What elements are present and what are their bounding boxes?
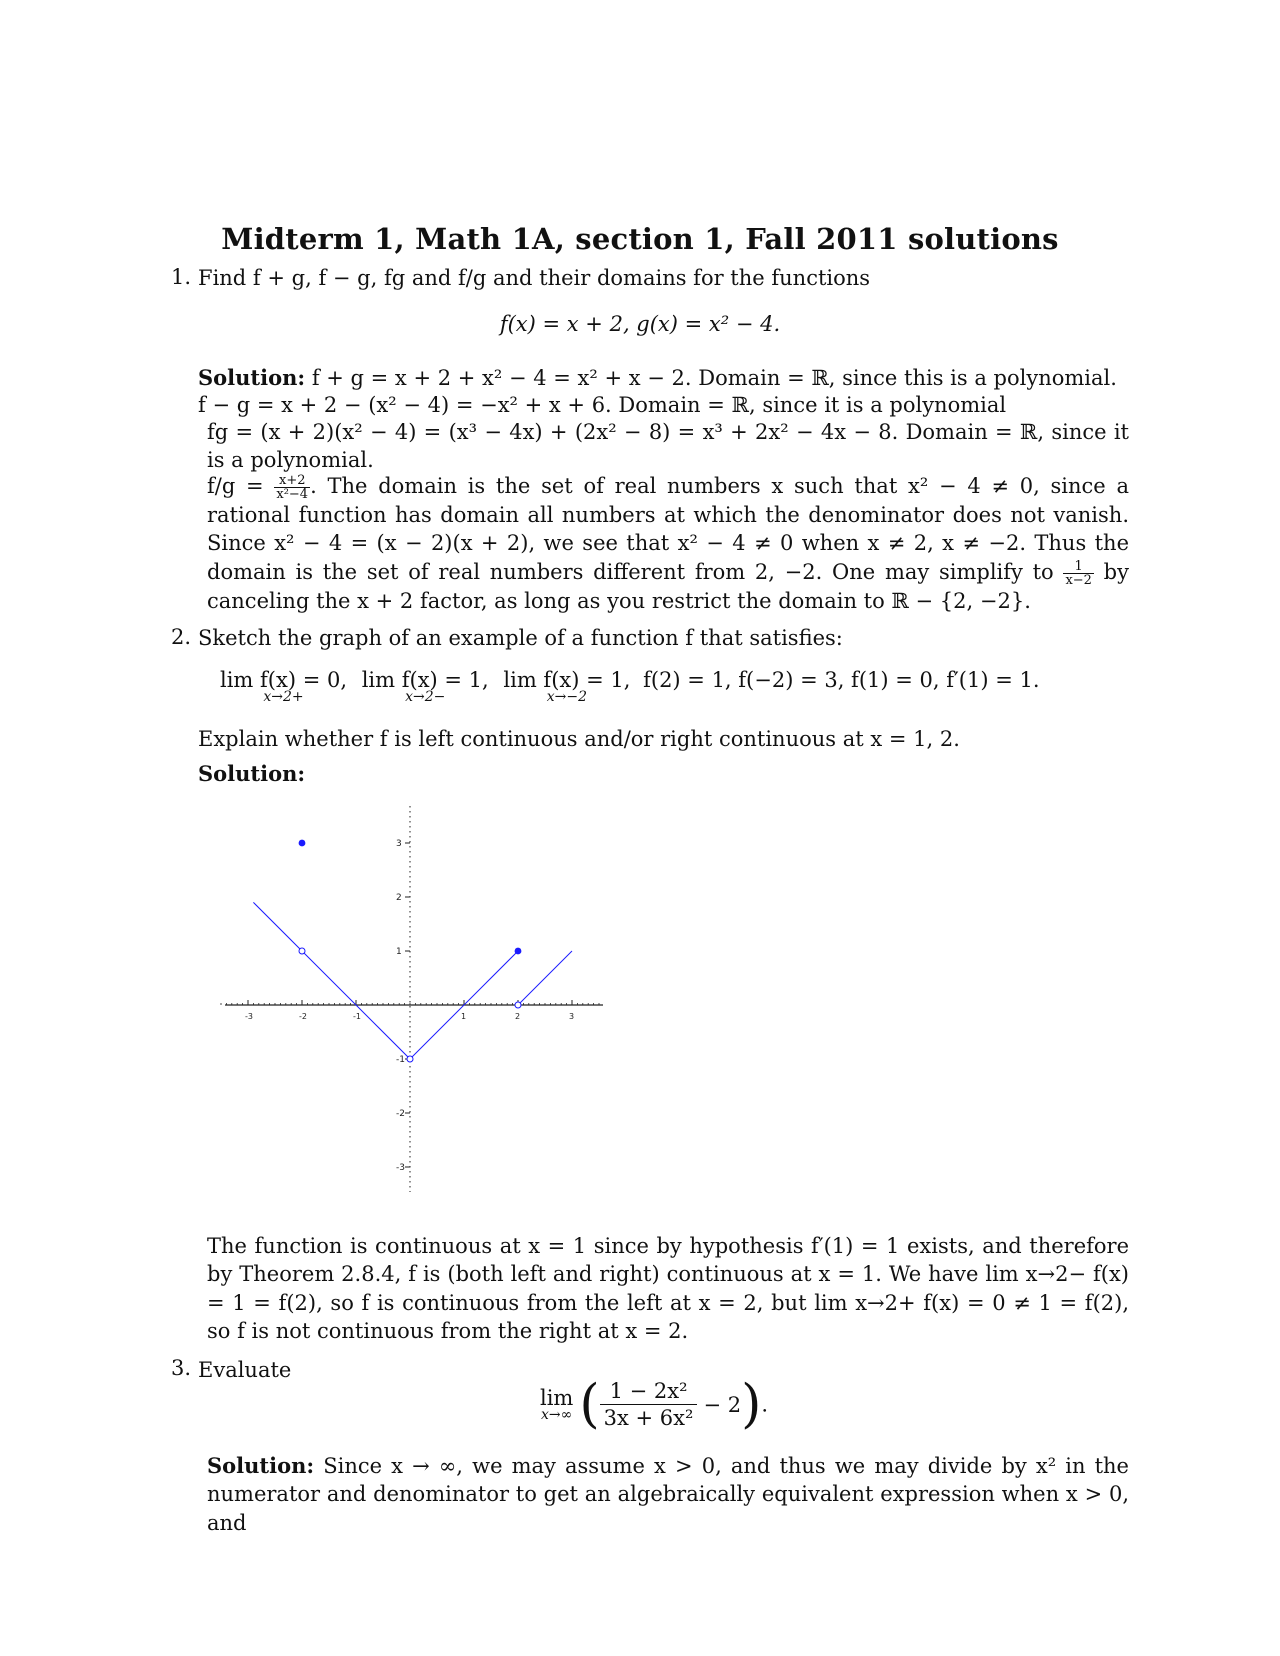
problem-3-number: 3. bbox=[171, 1356, 192, 1380]
x-tick-label: 1 bbox=[461, 1012, 467, 1021]
p3-period: . bbox=[761, 1392, 769, 1417]
problem-1-prompt: Find f + g, f − g, fg and f/g and their domains for the functions bbox=[198, 266, 871, 290]
p3-minus-two: − 2 bbox=[703, 1392, 742, 1417]
graph-layer bbox=[221, 806, 603, 1192]
p3-left-paren: ( bbox=[579, 1374, 600, 1435]
p3-lim-sub: x→∞ bbox=[541, 1406, 573, 1423]
p1-quotient-text1: . The domain is the set of real numbers x such that x² − 4 ≠ 0, since a rational function has domain all numbers at which the denominator does not vanish. Since x² − 4 = (x − 2)(x + 2), we see that x² − 4 ≠ 0 when x ≠ 2, x ≠ −2. Thus the domain is the set of real numbers different from 2, −2. One may simplify to bbox=[207, 474, 1129, 584]
y-tick-label: -2 bbox=[396, 1109, 405, 1119]
p1-quotient-lhs: f/g = bbox=[207, 474, 264, 498]
p2-lim3 bbox=[503, 670, 630, 704]
p1-solution-label: Solution: bbox=[198, 365, 306, 390]
problem-1-display: f(x) = x + 2, g(x) = x² − 4. bbox=[499, 312, 781, 336]
p2-explain: Explain whether f is left continuous and/or right continuous at x = 1, 2. bbox=[198, 727, 960, 751]
x-tick-label: 3 bbox=[569, 1012, 575, 1021]
open-point bbox=[407, 1056, 413, 1062]
p3-solution-label: Solution: bbox=[207, 1453, 315, 1478]
graph-branch bbox=[253, 902, 410, 1059]
p1-simplified-fraction bbox=[1063, 560, 1094, 587]
p1-quotient-den: x²−4 bbox=[276, 487, 309, 502]
graph-branch bbox=[518, 951, 572, 1005]
function-graph bbox=[205, 800, 625, 1220]
p1-quotient-fraction bbox=[274, 474, 310, 501]
p2-lim3-sub: x→−2 bbox=[546, 689, 588, 705]
problem-2-number: 2. bbox=[171, 625, 192, 649]
p2-values: f(2) = 1, f(−2) = 3, f(1) = 0, f′(1) = 1. bbox=[643, 668, 1040, 692]
p3-numerator: 1 − 2x² bbox=[600, 1378, 698, 1405]
problem-3-prompt: Evaluate bbox=[198, 1358, 292, 1382]
p3-solution-text: Since x → ∞, we may assume x > 0, and thus we may divide by x² in the numerator and denominator to get an algebraically equivalent expression when x > 0, and bbox=[207, 1454, 1129, 1535]
p1-sum: f + g = x + 2 + x² − 4 = x² + x − 2. Domain = ℝ, since this is a polynomial. bbox=[311, 366, 1117, 390]
problem-2-prompt: Sketch the graph of an example of a function f that satisfies: bbox=[198, 626, 843, 650]
p1-quotient-text2: by canceling the x + 2 factor, as long as you restrict the domain to ℝ − {2, −2}. bbox=[207, 559, 1129, 613]
p2-lim1 bbox=[220, 670, 347, 704]
x-tick-label: -1 bbox=[353, 1012, 361, 1021]
x-tick-label: -3 bbox=[245, 1012, 253, 1021]
x-tick-label: 2 bbox=[515, 1012, 521, 1021]
y-tick-label: 2 bbox=[396, 893, 402, 903]
p2-lim1-expr: lim f(x) = 0, bbox=[220, 668, 348, 692]
x-tick-label: -2 bbox=[299, 1012, 307, 1021]
p1-quotient-paragraph bbox=[207, 472, 1129, 615]
p3-lim-word: lim bbox=[540, 1385, 574, 1410]
open-point bbox=[515, 1002, 521, 1008]
p2-solution-label-text: Solution: bbox=[198, 761, 306, 786]
p3-denominator: 3x + 6x² bbox=[603, 1406, 694, 1430]
p2-explanation: The function is continuous at x = 1 since by hypothesis f′(1) = 1 exists, and therefore by Theorem 2.8.4, f is (both left and right) continuous at x = 1. We have lim x→2− f(x) = 1 = f(2), so f is continuous from the left at x = 2, but lim x→2+ f(x) = 0 ≠ 1 = f(2), so f is not continuous from the right at x = 2. bbox=[207, 1234, 1129, 1344]
y-tick-label: 1 bbox=[396, 947, 402, 957]
problem-1-number: 1. bbox=[171, 265, 192, 289]
filled-point bbox=[515, 948, 522, 955]
document-title: Midterm 1, Math 1A, section 1, Fall 2011 solutions bbox=[221, 222, 1059, 256]
p3-expression bbox=[540, 1374, 769, 1435]
p3-solution bbox=[207, 1452, 1129, 1537]
open-point bbox=[299, 948, 305, 954]
p2-lim3-expr: lim f(x) = 1, bbox=[503, 668, 631, 692]
y-tick-label: 3 bbox=[396, 839, 402, 849]
p2-solution-label bbox=[198, 760, 305, 788]
p1-simp-num: 1 bbox=[1063, 560, 1094, 574]
filled-point bbox=[299, 840, 306, 847]
y-tick-label: -1 bbox=[396, 1055, 405, 1065]
p3-right-paren: ) bbox=[741, 1374, 762, 1435]
p1-line1 bbox=[198, 364, 1117, 392]
problem-1-functions bbox=[0, 312, 1280, 336]
p1-difference: f − g = x + 2 − (x² − 4) = −x² + x + 6. Domain = ℝ, since it is a polynomial bbox=[198, 393, 1007, 417]
p2-lim2-expr: lim f(x) = 1, bbox=[361, 668, 489, 692]
p2-limits bbox=[220, 670, 1040, 704]
p2-lim2-sub: x→2− bbox=[405, 689, 446, 705]
p1-quotient-num: x+2 bbox=[274, 474, 310, 488]
y-tick-label: -3 bbox=[396, 1163, 405, 1173]
p1-simp-den: x−2 bbox=[1065, 572, 1092, 588]
p1-product: fg = (x + 2)(x² − 4) = (x³ − 4x) + (2x² − 8) = x³ + 2x² − 4x − 8. Domain = ℝ, since it is a polynomial. bbox=[207, 420, 1129, 473]
p3-lim bbox=[540, 1385, 574, 1423]
p2-lim1-sub: x→2+ bbox=[263, 689, 304, 705]
p2-lim2 bbox=[362, 670, 489, 704]
p3-fraction bbox=[600, 1378, 698, 1431]
